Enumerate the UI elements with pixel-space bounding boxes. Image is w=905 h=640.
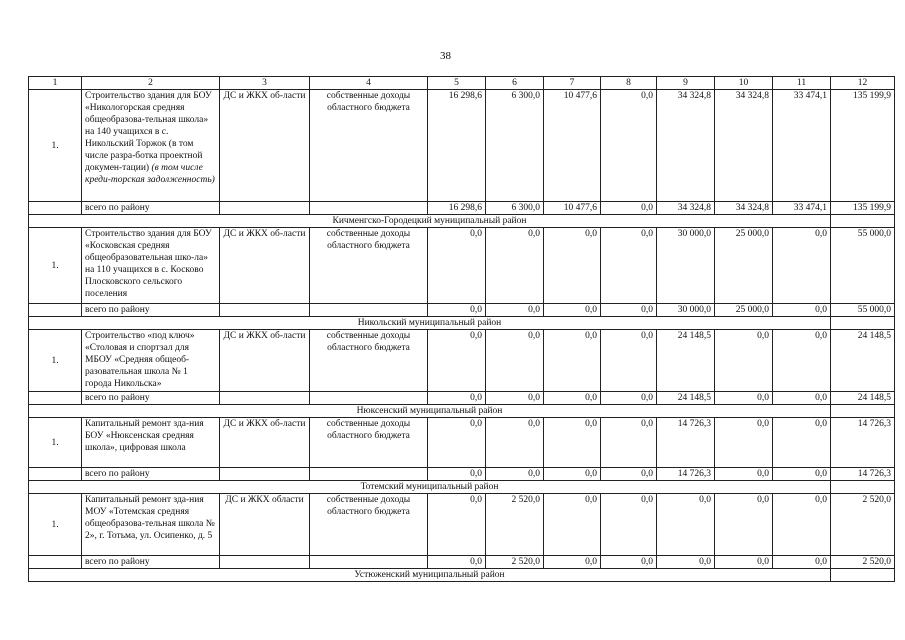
empty-cell — [29, 304, 82, 317]
total-value-cell: 0,0 — [428, 468, 486, 481]
district-name: Никольский муниципальный район — [29, 317, 831, 330]
value-cell: 0,0 — [601, 90, 657, 202]
empty-cell — [831, 215, 895, 228]
value-cell: 24 148,5 — [657, 330, 715, 392]
total-value-cell: 0,0 — [715, 468, 773, 481]
empty-cell — [310, 202, 428, 215]
funding-source-cell: собственные доходы областного бюджета — [310, 494, 428, 556]
value-cell: 0,0 — [601, 494, 657, 556]
column-header: 12 — [831, 77, 895, 90]
empty-cell — [831, 405, 895, 418]
value-cell: 0,0 — [486, 228, 544, 304]
executor-cell: ДС и ЖКХ об-ласти — [220, 90, 310, 202]
funding-source-cell: собственные доходы областного бюджета — [310, 90, 428, 202]
total-value-cell: 33 474,1 — [773, 202, 831, 215]
empty-cell — [310, 468, 428, 481]
project-name-text: Строительство «под ключ» «Столовая и спортзал для МБОУ «Средняя общеоб-разовательная школа № 1 города Никольска» — [85, 331, 195, 389]
district-name: Нюксенский муниципальный район — [29, 405, 831, 418]
value-cell: 14 726,3 — [657, 418, 715, 468]
funding-source-cell: собственные доходы областного бюджета — [310, 228, 428, 304]
total-value-cell: 0,0 — [428, 392, 486, 405]
row-number: 1. — [29, 418, 82, 468]
column-header: 2 — [82, 77, 220, 90]
value-cell: 0,0 — [486, 330, 544, 392]
value-cell: 6 300,0 — [486, 90, 544, 202]
total-label: всего по району — [82, 304, 220, 317]
value-cell: 24 148,5 — [831, 330, 895, 392]
row-number: 1. — [29, 494, 82, 556]
project-name-text: Строительство здания для БОУ «Никологорская средняя общеобразова-тельная школа» на 140 учащихся в с. Никольский Торжок (в том числе разра-ботка проектной докумен-тации) — [85, 91, 212, 173]
column-header: 9 — [657, 77, 715, 90]
total-value-cell: 14 726,3 — [831, 468, 895, 481]
value-cell: 0,0 — [773, 228, 831, 304]
district-header-row — [29, 569, 895, 582]
total-value-cell: 0,0 — [601, 392, 657, 405]
project-name — [82, 330, 220, 392]
total-label: всего по району — [82, 468, 220, 481]
empty-cell — [220, 468, 310, 481]
column-header: 11 — [773, 77, 831, 90]
project-name — [82, 228, 220, 304]
total-value-cell: 34 324,8 — [657, 202, 715, 215]
total-value-cell: 2 520,0 — [486, 556, 544, 569]
value-cell: 0,0 — [715, 418, 773, 468]
project-name-text: Капитальный ремонт зда-ния БОУ «Нюксенская средняя школа», цифровая школа — [85, 419, 204, 453]
value-cell: 55 000,0 — [831, 228, 895, 304]
value-cell: 0,0 — [773, 418, 831, 468]
total-value-cell: 10 477,6 — [544, 202, 601, 215]
value-cell: 0,0 — [428, 494, 486, 556]
value-cell: 30 000,0 — [657, 228, 715, 304]
empty-cell — [29, 468, 82, 481]
district-total-row — [29, 556, 895, 569]
project-row — [29, 90, 895, 202]
total-value-cell: 0,0 — [715, 392, 773, 405]
value-cell: 10 477,6 — [544, 90, 601, 202]
executor-cell: ДС и ЖКХ области — [220, 494, 310, 556]
project-name-note: (в том числе креди-торская задолженность) — [85, 163, 215, 185]
total-value-cell: 6 300,0 — [486, 202, 544, 215]
total-value-cell: 0,0 — [428, 556, 486, 569]
value-cell: 33 474,1 — [773, 90, 831, 202]
total-value-cell: 0,0 — [428, 304, 486, 317]
value-cell: 2 520,0 — [831, 494, 895, 556]
total-value-cell: 0,0 — [544, 304, 601, 317]
total-value-cell: 0,0 — [601, 304, 657, 317]
total-value-cell: 25 000,0 — [715, 304, 773, 317]
column-header: 8 — [601, 77, 657, 90]
funding-source-cell: собственные доходы областного бюджета — [310, 418, 428, 468]
empty-cell — [29, 556, 82, 569]
project-name — [82, 90, 220, 202]
row-number: 1. — [29, 90, 82, 202]
project-name-text: Строительство здания для БОУ «Косковская средняя общеобразовательная шко-ла» на 110 учащихся в с. Косково Плосковского сельского поселения — [85, 229, 212, 299]
empty-cell — [29, 202, 82, 215]
total-value-cell: 55 000,0 — [831, 304, 895, 317]
district-total-row — [29, 304, 895, 317]
value-cell: 135 199,9 — [831, 90, 895, 202]
district-name: Кичменгско-Городецкий муниципальный район — [29, 215, 831, 228]
district-header-row — [29, 215, 895, 228]
value-cell: 0,0 — [486, 418, 544, 468]
total-value-cell: 16 298,6 — [428, 202, 486, 215]
total-value-cell: 14 726,3 — [657, 468, 715, 481]
district-total-row — [29, 202, 895, 215]
district-name: Устюженский муниципальный район — [29, 569, 831, 582]
value-cell: 0,0 — [601, 228, 657, 304]
total-value-cell: 24 148,5 — [657, 392, 715, 405]
total-value-cell: 2 520,0 — [831, 556, 895, 569]
total-value-cell: 0,0 — [773, 392, 831, 405]
empty-cell — [220, 304, 310, 317]
total-value-cell: 0,0 — [544, 468, 601, 481]
total-label: всего по району — [82, 392, 220, 405]
empty-cell — [831, 481, 895, 494]
value-cell: 0,0 — [544, 228, 601, 304]
column-header: 4 — [310, 77, 428, 90]
value-cell: 0,0 — [544, 330, 601, 392]
empty-cell — [310, 304, 428, 317]
total-value-cell: 135 199,9 — [831, 202, 895, 215]
total-value-cell: 30 000,0 — [657, 304, 715, 317]
value-cell: 0,0 — [773, 330, 831, 392]
total-value-cell: 0,0 — [486, 392, 544, 405]
empty-cell — [220, 556, 310, 569]
budget-table — [28, 76, 895, 582]
executor-cell: ДС и ЖКХ об-ласти — [220, 228, 310, 304]
total-value-cell: 0,0 — [544, 392, 601, 405]
column-header: 7 — [544, 77, 601, 90]
value-cell: 0,0 — [428, 330, 486, 392]
total-value-cell: 0,0 — [601, 202, 657, 215]
column-header: 6 — [486, 77, 544, 90]
value-cell: 2 520,0 — [486, 494, 544, 556]
total-value-cell: 0,0 — [773, 556, 831, 569]
value-cell: 0,0 — [544, 418, 601, 468]
total-value-cell: 0,0 — [601, 556, 657, 569]
empty-cell — [220, 392, 310, 405]
total-value-cell: 24 148,5 — [831, 392, 895, 405]
funding-source-cell: собственные доходы областного бюджета — [310, 330, 428, 392]
total-value-cell: 0,0 — [715, 556, 773, 569]
empty-cell — [310, 392, 428, 405]
total-value-cell: 0,0 — [773, 304, 831, 317]
value-cell: 25 000,0 — [715, 228, 773, 304]
district-header-row — [29, 405, 895, 418]
value-cell: 0,0 — [428, 228, 486, 304]
value-cell: 0,0 — [715, 494, 773, 556]
total-value-cell: 0,0 — [544, 556, 601, 569]
total-value-cell: 0,0 — [486, 468, 544, 481]
district-name: Тотемский муниципальный район — [29, 481, 831, 494]
total-value-cell: 0,0 — [773, 468, 831, 481]
total-value-cell: 0,0 — [601, 468, 657, 481]
column-header: 3 — [220, 77, 310, 90]
column-header: 1 — [29, 77, 82, 90]
value-cell: 0,0 — [773, 494, 831, 556]
page-number: 38 — [440, 50, 451, 62]
column-header-row — [29, 77, 895, 90]
value-cell: 0,0 — [601, 330, 657, 392]
value-cell: 0,0 — [601, 418, 657, 468]
district-total-row — [29, 468, 895, 481]
empty-cell — [310, 556, 428, 569]
empty-cell — [220, 202, 310, 215]
executor-cell: ДС и ЖКХ об-ласти — [220, 418, 310, 468]
district-total-row — [29, 392, 895, 405]
table-body — [29, 77, 895, 582]
empty-cell — [831, 569, 895, 582]
column-header: 10 — [715, 77, 773, 90]
value-cell: 34 324,8 — [715, 90, 773, 202]
empty-cell — [831, 317, 895, 330]
project-name — [82, 418, 220, 468]
project-row — [29, 418, 895, 468]
total-label: всего по району — [82, 202, 220, 215]
row-number: 1. — [29, 330, 82, 392]
district-header-row — [29, 481, 895, 494]
value-cell: 0,0 — [428, 418, 486, 468]
total-value-cell: 0,0 — [486, 304, 544, 317]
project-row — [29, 330, 895, 392]
total-value-cell: 34 324,8 — [715, 202, 773, 215]
project-name — [82, 494, 220, 556]
district-header-row — [29, 317, 895, 330]
project-name-text: Капитальный ремонт зда-ния МОУ «Тотемская средняя общеобразова-тельная школа № 2», г. Тотьма, ул. Осипенко, д. 5 — [85, 495, 215, 541]
value-cell: 0,0 — [657, 494, 715, 556]
empty-cell — [29, 392, 82, 405]
project-row — [29, 494, 895, 556]
total-label: всего по району — [82, 556, 220, 569]
executor-cell: ДС и ЖКХ об-ласти — [220, 330, 310, 392]
row-number: 1. — [29, 228, 82, 304]
project-row — [29, 228, 895, 304]
value-cell: 16 298,6 — [428, 90, 486, 202]
total-value-cell: 0,0 — [657, 556, 715, 569]
value-cell: 0,0 — [544, 494, 601, 556]
value-cell: 34 324,8 — [657, 90, 715, 202]
value-cell: 14 726,3 — [831, 418, 895, 468]
value-cell: 0,0 — [715, 330, 773, 392]
column-header: 5 — [428, 77, 486, 90]
